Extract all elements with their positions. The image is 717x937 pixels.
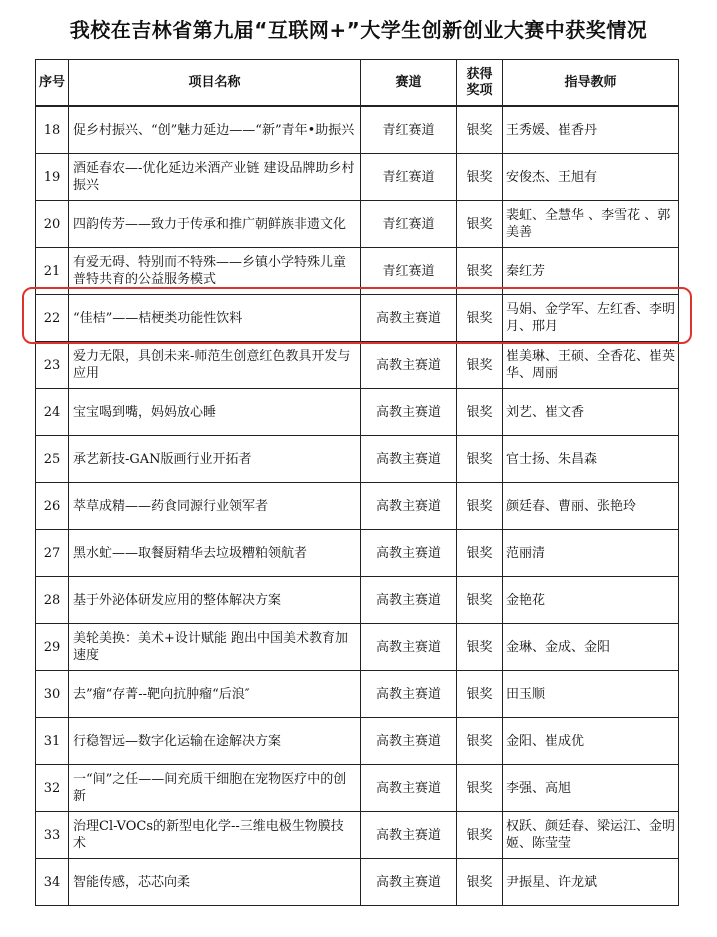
row-award: 银奖 [457,812,503,859]
table-row [36,389,679,436]
row-award: 银奖 [457,436,503,483]
row-teachers: 颜廷春、曹丽、张艳玲 [503,483,679,530]
row-project: 酒延春农—-优化延边米酒产业链 建设品牌助乡村振兴 [69,154,361,201]
row-award: 银奖 [457,154,503,201]
row-award: 银奖 [457,765,503,812]
row-track: 高教主赛道 [361,859,457,906]
row-project: 爱力无限，具创未来-师范生创意红色教具开发与应用 [69,342,361,389]
table-body [36,106,679,906]
row-project: 宝宝喝到嘴，妈妈放心睡 [69,389,361,436]
row-teachers: 安俊杰、王旭有 [503,154,679,201]
row-no: 18 [36,106,69,154]
table-row [36,201,679,248]
row-no: 25 [36,436,69,483]
table-row [36,812,679,859]
row-award: 银奖 [457,106,503,154]
row-track: 高教主赛道 [361,436,457,483]
row-award: 银奖 [457,577,503,624]
row-project: “佳桔”——桔梗类功能性饮料 [69,295,361,342]
row-award: 银奖 [457,530,503,577]
row-project: 治理Cl-VOCs的新型电化学--三维电极生物膜技术 [69,812,361,859]
row-no: 19 [36,154,69,201]
row-award: 银奖 [457,624,503,671]
row-no: 24 [36,389,69,436]
row-teachers: 王秀媛、崔香丹 [503,106,679,154]
row-no: 21 [36,248,69,295]
row-project: 有爱无碍、特别而不特殊——乡镇小学特殊儿童普特共育的公益服务模式 [69,248,361,295]
row-no: 32 [36,765,69,812]
row-no: 27 [36,530,69,577]
header-teachers: 指导教师 [503,60,679,107]
row-track: 青红赛道 [361,154,457,201]
row-no: 22 [36,295,69,342]
row-track: 青红赛道 [361,106,457,154]
row-teachers: 裴虹、全慧华 、李雪花 、郭美善 [503,201,679,248]
row-track: 高教主赛道 [361,295,457,342]
row-project: 一“间”之任——间充质干细胞在宠物医疗中的创新 [69,765,361,812]
row-project: 黑水虻——取餐厨精华去垃圾糟粕领航者 [69,530,361,577]
table-row [36,624,679,671]
row-award: 银奖 [457,295,503,342]
row-track: 高教主赛道 [361,577,457,624]
table-row [36,859,679,906]
table-row [36,530,679,577]
row-project: 承艺新技-GAN版画行业开拓者 [69,436,361,483]
row-track: 青红赛道 [361,201,457,248]
row-track: 高教主赛道 [361,483,457,530]
row-no: 33 [36,812,69,859]
header-no: 序号 [36,60,69,107]
table-row [36,342,679,389]
row-track: 高教主赛道 [361,624,457,671]
row-no: 31 [36,718,69,765]
row-teachers: 李强、高旭 [503,765,679,812]
row-award: 银奖 [457,859,503,906]
header-track: 赛道 [361,60,457,107]
row-no: 29 [36,624,69,671]
row-no: 26 [36,483,69,530]
row-award: 银奖 [457,389,503,436]
row-teachers: 马娟、金学军、左红香、李明月、邢月 [503,295,679,342]
row-teachers: 金阳、崔成优 [503,718,679,765]
header-award [457,60,503,107]
row-track: 青红赛道 [361,248,457,295]
row-teachers: 刘艺、崔文香 [503,389,679,436]
table-row [36,436,679,483]
row-teachers: 官士扬、朱昌森 [503,436,679,483]
table-row [36,483,679,530]
row-project: 四韵传芳——致力于传承和推广朝鲜族非遗文化 [69,201,361,248]
row-teachers: 范丽清 [503,530,679,577]
row-project: 美轮美换：美术+设计赋能 跑出中国美术教育加速度 [69,624,361,671]
row-teachers: 田玉顺 [503,671,679,718]
row-teachers: 金艳花 [503,577,679,624]
header-award-label: 获得奖项 [466,66,493,98]
row-project: 去”瘤“存菁--靶向抗肿瘤“后浪″ [69,671,361,718]
row-project: 促乡村振兴、“创”魅力延边——“新”青年•助振兴 [69,106,361,154]
row-no: 30 [36,671,69,718]
row-teachers: 权跃、颜廷春、梁运江、金明姬、陈莹莹 [503,812,679,859]
row-teachers: 尹振星、许龙斌 [503,859,679,906]
awards-table [35,59,679,906]
table-row [36,106,679,154]
table-row [36,718,679,765]
row-project: 基于外泌体研发应用的整体解决方案 [69,577,361,624]
table-row [36,765,679,812]
row-project: 智能传感，芯芯向柔 [69,859,361,906]
row-award: 银奖 [457,201,503,248]
header-project: 项目名称 [69,60,361,107]
row-track: 高教主赛道 [361,718,457,765]
row-teachers: 秦红芳 [503,248,679,295]
row-no: 20 [36,201,69,248]
row-track: 高教主赛道 [361,812,457,859]
table-row [36,577,679,624]
row-no: 28 [36,577,69,624]
table-row [36,671,679,718]
row-project: 行稳智远—数字化运输在途解决方案 [69,718,361,765]
row-no: 34 [36,859,69,906]
row-track: 高教主赛道 [361,765,457,812]
table-row [36,295,679,342]
row-project: 萃草成精——药食同源行业领军者 [69,483,361,530]
row-track: 高教主赛道 [361,530,457,577]
row-teachers: 金琳、金成、金阳 [503,624,679,671]
row-track: 高教主赛道 [361,671,457,718]
row-award: 银奖 [457,718,503,765]
row-award: 银奖 [457,248,503,295]
row-track: 高教主赛道 [361,342,457,389]
row-award: 银奖 [457,342,503,389]
table-row [36,154,679,201]
row-award: 银奖 [457,483,503,530]
page-title: 我校在吉林省第九届“互联网+”大学生创新创业大赛中获奖情况 [69,18,648,42]
table-header [36,60,679,107]
table-row [36,248,679,295]
row-teachers: 崔美琳、王硕、全香花、崔英华、周丽 [503,342,679,389]
row-no: 23 [36,342,69,389]
row-track: 高教主赛道 [361,389,457,436]
row-award: 银奖 [457,671,503,718]
